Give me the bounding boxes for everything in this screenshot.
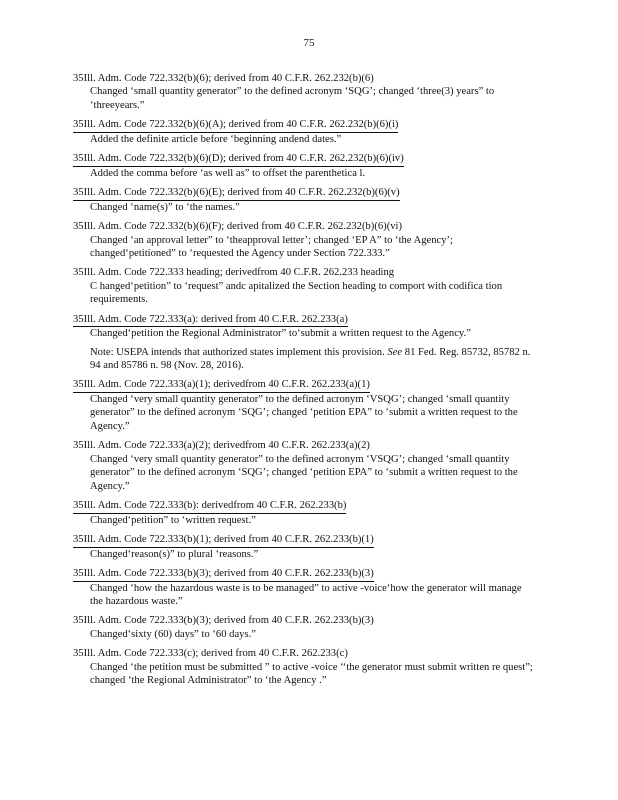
entry-13 <box>73 614 533 641</box>
entry-body: Changed ‘how the hazardous waste is to be managed” to active -voice‘how the generator will manage the hazardous waste.” <box>90 582 522 607</box>
entry-12 <box>73 567 533 608</box>
entry-1 <box>73 72 533 112</box>
entry-body: Added the comma before ‘as well as” to offset the parenthetica l. <box>90 167 366 179</box>
entry-body: C hanged‘petition” to ‘request” andc apitalized the Section heading to comport with codifica tion requirements. <box>90 280 503 306</box>
entry-4 <box>73 186 533 214</box>
entry-heading: 35Ill. Adm. Code 722.333(a)(1); derivedfrom 40 C.F.R. 262.233(a)(1) <box>73 379 370 393</box>
entry-3 <box>73 152 533 180</box>
entry-heading: 35Ill. Adm. Code 722.333(c); derived from 40 C.F.R. 262.233(c) <box>73 648 348 660</box>
entry-heading: 35Ill. Adm. Code 722.333(b)(3); derived from 40 C.F.R. 262.233(b)(3) <box>73 615 374 627</box>
entry-6 <box>73 266 533 306</box>
entry-8 <box>73 378 533 433</box>
entry-body: Changed ‘small quantity generator” to the defined acronym ‘SQG’; changed ‘three(3) years” to ‘threeyears.” <box>90 86 495 111</box>
entry-heading: 35Ill. Adm. Code 722.333 heading; derivedfrom 40 C.F.R. 262.233 heading <box>73 267 395 279</box>
entry-body: Changed ‘very small quantity generator” to the defined acronym ‘VSQG’; changed ‘small quantity generator” to the defined acronym ‘SQG’; changed ‘petition EPA” to ‘submit a written request to the Agency.” <box>90 394 518 432</box>
entry-heading: 35Ill. Adm. Code 722.333(b)(1); derived from 40 C.F.R. 262.233(b)(1) <box>73 534 374 548</box>
note-citation: 81 Fed. Reg. 85732, 85782 n. 94 and 85786 n. 98 (Nov. 28, 2016). <box>90 346 531 372</box>
entry-body: Changed‘petition” to ‘written request.” <box>90 514 256 526</box>
entry-5 <box>73 220 533 260</box>
entry-11 <box>73 533 533 561</box>
entry-body: Changed‘reason(s)” to plural ‘reasons.” <box>90 548 259 560</box>
entry-heading: 35Ill. Adm. Code 722.332(b)(6)(E); derived from 40 C.F.R. 262.232(b)(6)(v) <box>73 187 400 201</box>
entry-heading: 35Ill. Adm. Code 722.332(b)(6)(A); derived from 40 C.F.R. 262.232(b)(6)(i) <box>73 119 398 133</box>
entry-body: Changed ‘name(s)” to ‘the names.” <box>90 201 240 213</box>
entry-body: Added the definite article before ‘beginning andend dates.” <box>90 133 342 145</box>
note-prefix: Note: USEPA intends that authorized states implement this provision. <box>90 346 385 358</box>
entry-heading: 35Ill. Adm. Code 722.332(b)(6)(F); derived from 40 C.F.R. 262.232(b)(6)(vi) <box>73 221 402 233</box>
entry-body: Changed ‘an approval letter” to ‘theapproval letter’; changed ‘EP A” to ‘the Agency’; changed‘petitioned” to ‘requested the Agency under Section 722.333.” <box>90 234 453 260</box>
note-see: See <box>387 346 403 358</box>
entry-body: Changed ‘the petition must be submitted ” to active -voice ‘‘the generator must submit written re quest”; changed ‘the Regional Administrator” to ‘the Agency .” <box>90 661 533 686</box>
entry-heading: 35Ill. Adm. Code 722.333(b)(3); derived from 40 C.F.R. 262.233(b)(3) <box>73 568 374 582</box>
entry-7 <box>73 313 533 373</box>
entry-14 <box>73 647 533 687</box>
entries-list <box>73 72 533 693</box>
entry-body: Changed‘sixty (60) days” to ‘60 days.” <box>90 628 256 640</box>
entry-9 <box>73 439 533 493</box>
entry-heading: 35Ill. Adm. Code 722.332(b)(6)(D); derived from 40 C.F.R. 262.232(b)(6)(iv) <box>73 153 404 167</box>
page-number: 75 <box>303 37 315 49</box>
entry-note <box>90 346 533 373</box>
entry-heading: 35Ill. Adm. Code 722.333(a): derived from 40 C.F.R. 262.233(a) <box>73 314 348 328</box>
entry-heading: 35Ill. Adm. Code 722.332(b)(6); derived from 40 C.F.R. 262.232(b)(6) <box>73 73 374 84</box>
entry-heading: 35Ill. Adm. Code 722.333(a)(2); derivedfrom 40 C.F.R. 262.233(a)(2) <box>73 440 370 452</box>
entry-2 <box>73 118 533 146</box>
entry-heading: 35Ill. Adm. Code 722.333(b): derivedfrom 40 C.F.R. 262.233(b) <box>73 500 346 514</box>
entry-body: Changed‘petition the Regional Administrator” to‘submit a written request to the Agency.” <box>90 328 471 340</box>
entry-body: Changed ‘very small quantity generator” to the defined acronym ‘VSQG’; changed ‘small quantity generator” to the defined acronym ‘SQG’; changed ‘petition EPA” to ‘submit a written request to the Agency.” <box>90 453 518 492</box>
entry-10 <box>73 499 533 527</box>
